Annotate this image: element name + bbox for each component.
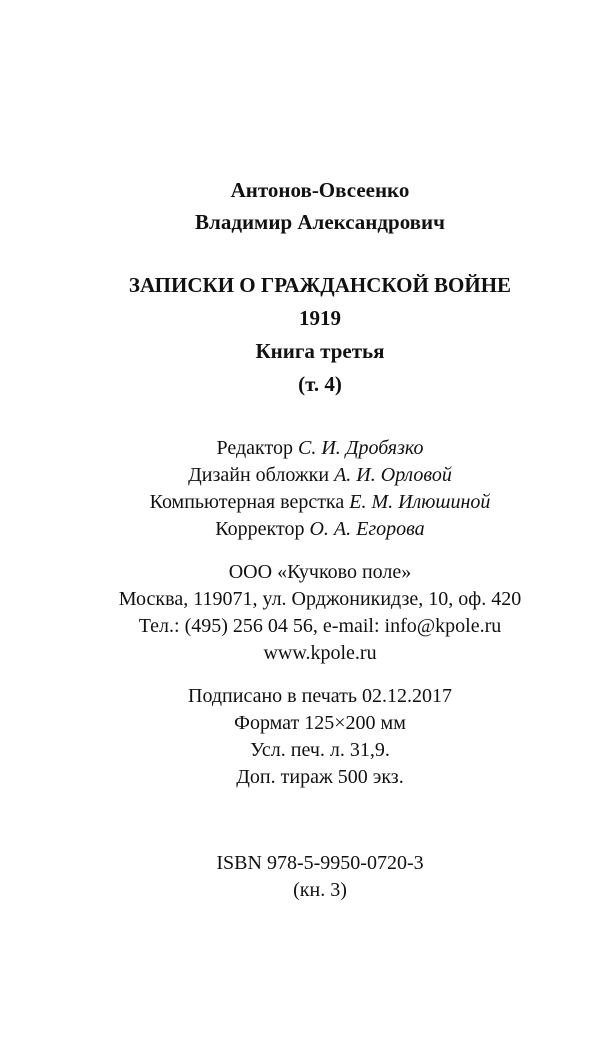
book-title: ЗАПИСКИ О ГРАЖДАНСКОЙ ВОЙНЕ — [128, 273, 512, 297]
credit-cover — [0, 465, 600, 485]
credit-layout-label: Компьютерная верстка — [149, 491, 345, 513]
print-format: Формат 125×200 мм — [234, 712, 406, 734]
credit-editor — [0, 438, 600, 458]
credit-cover-name: А. И. Орловой — [334, 464, 452, 486]
credit-layout — [0, 492, 600, 512]
credit-layout-name: Е. М. Илюшиной — [349, 491, 491, 513]
credit-proofreader-label: Корректор — [215, 518, 305, 540]
credit-proofreader — [0, 519, 600, 539]
book-year: 1919 — [299, 306, 341, 330]
print-run: Доп. тираж 500 экз. — [236, 766, 404, 788]
publisher-contacts: Тел.: (495) 256 04 56, e-mail: info@kpole.ru — [138, 615, 502, 637]
publisher-name: ООО «Кучково поле» — [228, 561, 412, 583]
isbn-note: (кн. 3) — [293, 879, 347, 901]
print-sheets: Усл. печ. л. 31,9. — [250, 739, 390, 761]
publisher-website: www.kpole.ru — [263, 642, 377, 664]
print-signed: Подписано в печать 02.12.2017 — [188, 685, 452, 707]
publisher-address: Москва, 119071, ул. Орджоникидзе, 10, оф. 420 — [118, 588, 522, 610]
isbn-number: ISBN 978-5-9950-0720-3 — [216, 852, 424, 874]
book-number: Книга третья — [255, 339, 385, 363]
credit-proofreader-name: О. А. Егорова — [309, 518, 425, 540]
book-volume: (т. 4) — [298, 372, 342, 396]
credit-cover-label: Дизайн обложки — [188, 464, 330, 486]
credit-editor-label: Редактор — [216, 437, 293, 459]
author-given-names: Владимир Александрович — [195, 210, 445, 234]
credit-editor-name: С. И. Дробязко — [297, 437, 424, 459]
author-surname: Антонов-Овсеенко — [230, 178, 410, 202]
